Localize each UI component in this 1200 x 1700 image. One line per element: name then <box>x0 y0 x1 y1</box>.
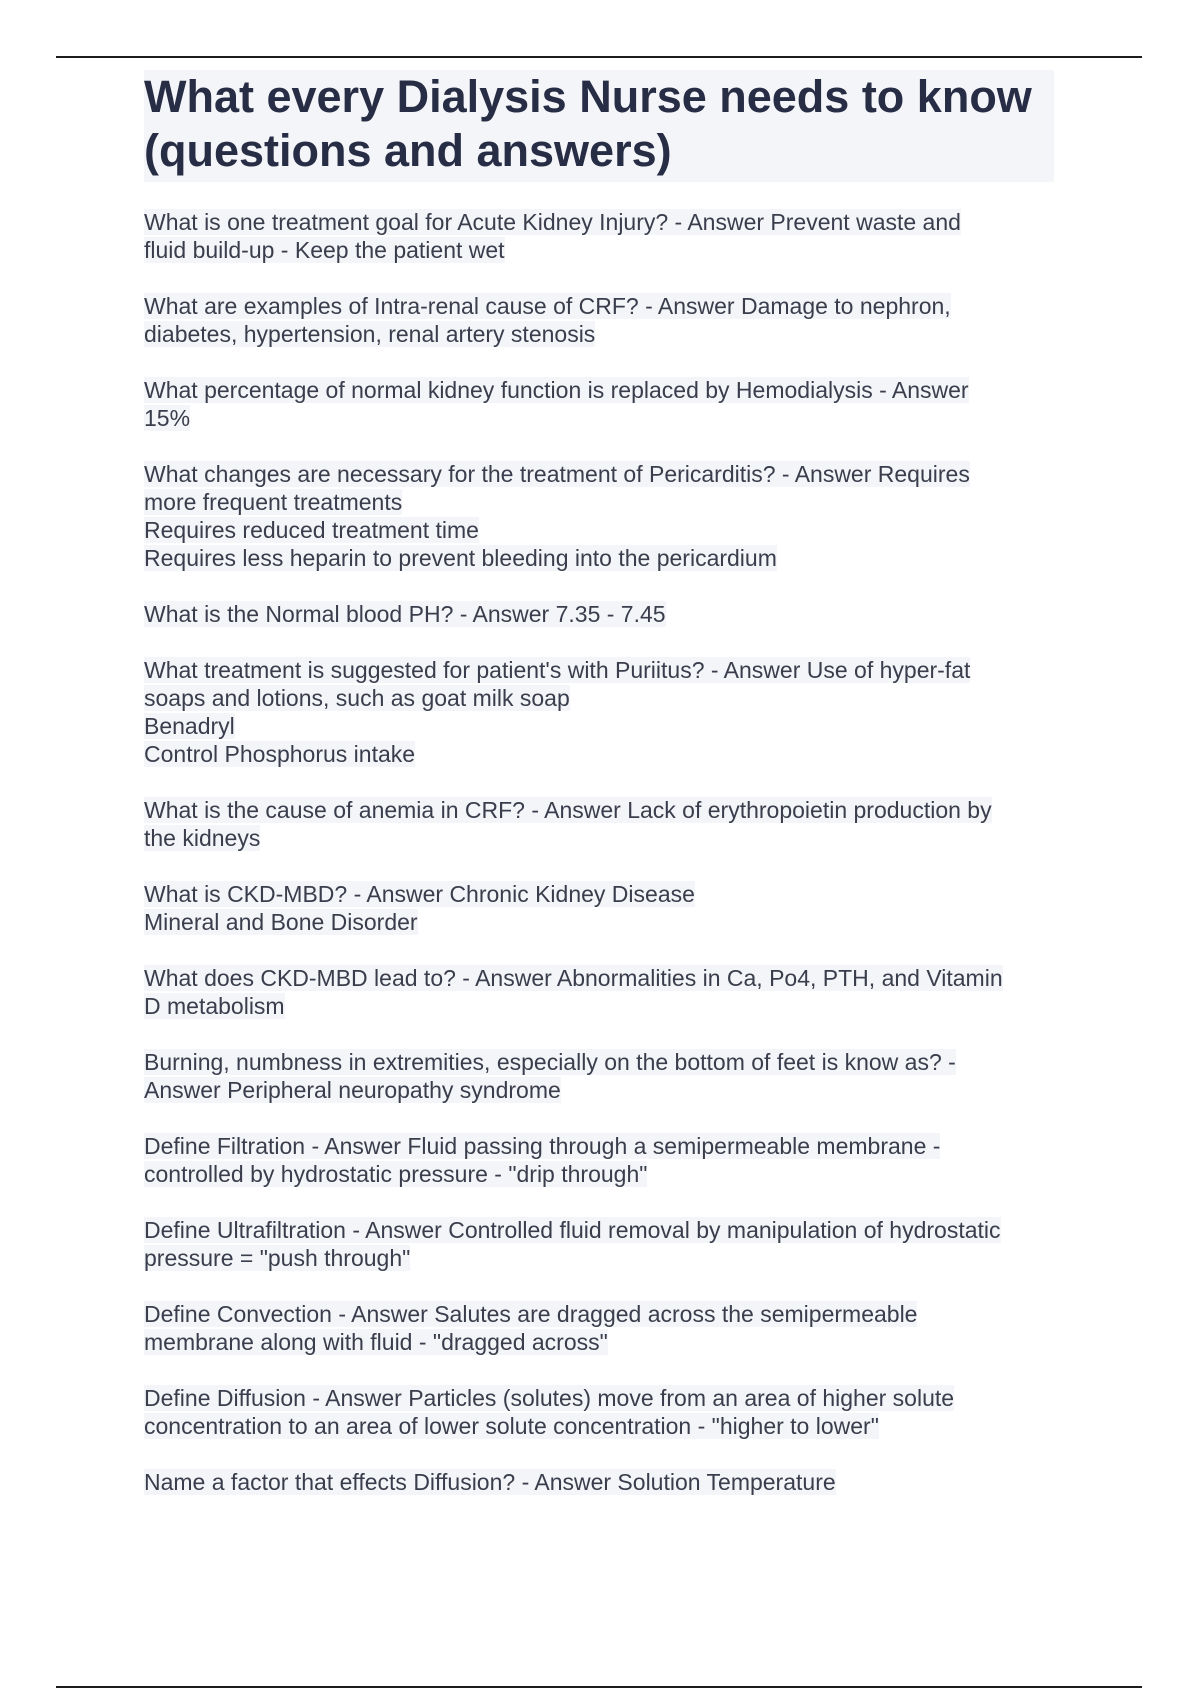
qa-line-text: Define Ultrafiltration - Answer Controlled fluid removal by manipulation of hydrostatic <box>144 1217 1001 1243</box>
qa-line <box>144 376 1054 404</box>
qa-line <box>144 1384 1054 1412</box>
qa-line <box>144 740 1054 768</box>
qa-line <box>144 460 1054 488</box>
qa-line-text: What treatment is suggested for patient's with Puriitus? - Answer Use of hyper-fat <box>144 657 971 683</box>
qa-line-text: What is CKD-MBD? - Answer Chronic Kidney Disease <box>144 881 695 907</box>
qa-line-text: fluid build-up - Keep the patient wet <box>144 237 505 263</box>
qa-line <box>144 796 1054 824</box>
qa-line <box>144 684 1054 712</box>
qa-line-text: What is the cause of anemia in CRF? - Answer Lack of erythropoietin production by <box>144 797 992 823</box>
qa-line <box>144 516 1054 544</box>
qa-entry <box>144 1048 1054 1104</box>
qa-entry <box>144 208 1054 264</box>
qa-line <box>144 1468 1054 1496</box>
qa-line <box>144 1216 1054 1244</box>
qa-line <box>144 964 1054 992</box>
qa-line <box>144 1048 1054 1076</box>
qa-entry <box>144 376 1054 432</box>
qa-line <box>144 1300 1054 1328</box>
qa-line-text: 15% <box>144 405 191 431</box>
top-rule <box>56 56 1142 58</box>
qa-line <box>144 544 1054 572</box>
qa-line-text: Define Convection - Answer Salutes are dragged across the semipermeable <box>144 1301 918 1327</box>
qa-entry <box>144 1468 1054 1496</box>
qa-entry <box>144 796 1054 852</box>
qa-line-text: pressure = "push through" <box>144 1245 411 1271</box>
qa-line <box>144 656 1054 684</box>
qa-line-text: D metabolism <box>144 993 285 1019</box>
qa-line <box>144 880 1054 908</box>
qa-line-text: concentration to an area of lower solute concentration - "higher to lower" <box>144 1413 879 1439</box>
qa-line-text: What are examples of Intra-renal cause of CRF? - Answer Damage to nephron, <box>144 293 951 319</box>
qa-line-text: controlled by hydrostatic pressure - "drip through" <box>144 1161 648 1187</box>
qa-entry <box>144 1132 1054 1188</box>
qa-entry <box>144 292 1054 348</box>
qa-entry <box>144 1300 1054 1356</box>
qa-line-text: What changes are necessary for the treatment of Pericarditis? - Answer Requires <box>144 461 970 487</box>
document-title: What every Dialysis Nurse needs to know (questions and answers) <box>144 70 1054 182</box>
qa-line <box>144 600 1054 628</box>
qa-line <box>144 1328 1054 1356</box>
qa-entry <box>144 656 1054 768</box>
qa-line-text: What is the Normal blood PH? - Answer 7.35 - 7.45 <box>144 601 666 627</box>
qa-line <box>144 992 1054 1020</box>
qa-line <box>144 208 1054 236</box>
qa-line-text: Requires reduced treatment time <box>144 517 479 543</box>
qa-line-text: membrane along with fluid - "dragged across" <box>144 1329 608 1355</box>
qa-line-text: Define Diffusion - Answer Particles (solutes) move from an area of higher solute <box>144 1385 955 1411</box>
bottom-rule <box>56 1686 1142 1688</box>
qa-line <box>144 292 1054 320</box>
qa-line-text: Define Filtration - Answer Fluid passing through a semipermeable membrane - <box>144 1133 941 1159</box>
qa-line-text: Control Phosphorus intake <box>144 741 416 767</box>
qa-entry <box>144 600 1054 628</box>
qa-line-text: soaps and lotions, such as goat milk soap <box>144 685 570 711</box>
qa-line <box>144 1132 1054 1160</box>
qa-line <box>144 1160 1054 1188</box>
qa-line <box>144 488 1054 516</box>
qa-line-text: Mineral and Bone Disorder <box>144 909 418 935</box>
qa-line <box>144 236 1054 264</box>
qa-line-text: Benadryl <box>144 713 235 739</box>
qa-line <box>144 1412 1054 1440</box>
qa-line-text: Requires less heparin to prevent bleeding into the pericardium <box>144 545 777 571</box>
qa-line-text: Answer Peripheral neuropathy syndrome <box>144 1077 561 1103</box>
qa-line <box>144 1076 1054 1104</box>
qa-line <box>144 712 1054 740</box>
qa-line-text: What is one treatment goal for Acute Kidney Injury? - Answer Prevent waste and <box>144 209 961 235</box>
qa-line <box>144 320 1054 348</box>
qa-line <box>144 908 1054 936</box>
qa-entry <box>144 460 1054 572</box>
qa-list <box>144 208 1054 1496</box>
qa-line <box>144 1244 1054 1272</box>
qa-line-text: more frequent treatments <box>144 489 403 515</box>
qa-line <box>144 404 1054 432</box>
qa-entry <box>144 880 1054 936</box>
qa-line-text: Name a factor that effects Diffusion? - Answer Solution Temperature <box>144 1469 836 1495</box>
qa-entry <box>144 1384 1054 1440</box>
qa-entry <box>144 964 1054 1020</box>
qa-line <box>144 824 1054 852</box>
qa-line-text: diabetes, hypertension, renal artery stenosis <box>144 321 596 347</box>
qa-line-text: What does CKD-MBD lead to? - Answer Abnormalities in Ca, Po4, PTH, and Vitamin <box>144 965 1003 991</box>
document-body <box>144 70 1054 1524</box>
qa-line-text: What percentage of normal kidney function is replaced by Hemodialysis - Answer <box>144 377 969 403</box>
qa-line-text: Burning, numbness in extremities, especially on the bottom of feet is know as? - <box>144 1049 956 1075</box>
qa-line-text: the kidneys <box>144 825 261 851</box>
qa-entry <box>144 1216 1054 1272</box>
